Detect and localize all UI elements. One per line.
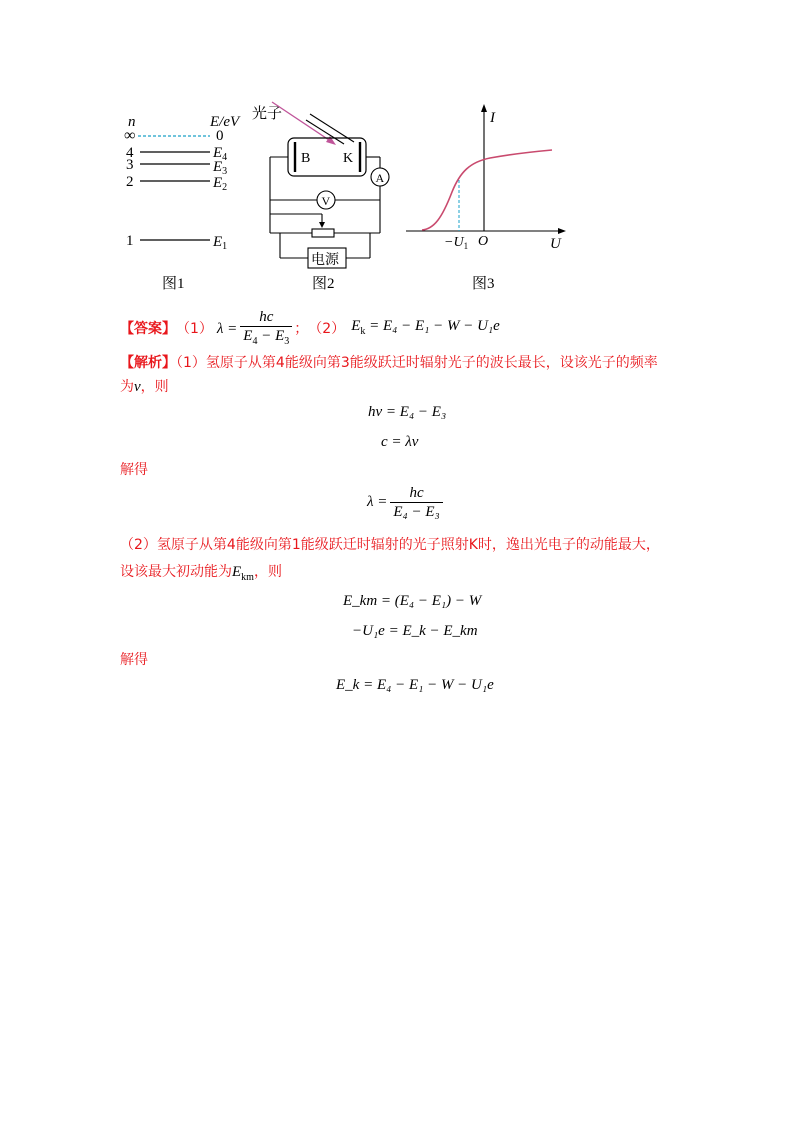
voltmeter-label: V bbox=[321, 194, 331, 208]
analysis-text-2c: ，则 bbox=[253, 564, 282, 580]
fig1-level-1-n: 1 bbox=[126, 233, 134, 249]
u1-label: $-U_1$ bbox=[444, 235, 469, 251]
analysis-text-1c: ，则 bbox=[140, 379, 169, 395]
answer-ek: $E_k = E_4 - E_1 - W - U_1e$ bbox=[351, 318, 500, 337]
fig1-level-4-e: $E_4$ bbox=[213, 145, 228, 163]
fig1-level-2-e: $E_2$ bbox=[213, 175, 228, 193]
analysis-tag: 【解析】 bbox=[120, 355, 176, 371]
analysis-line-3: （2）氢原子从第4能级向第1能级跃迁时辐射的光子照射K时，逸出光电子的动能最大， bbox=[120, 537, 660, 553]
equation-3-denominator: E₄ − E₃ bbox=[393, 504, 440, 520]
x-axis-label: U bbox=[550, 236, 561, 252]
fig1-level-inf-n: ∞ bbox=[124, 127, 136, 144]
analysis-text-1: （1）氢原子从第4能级向第3能级跃迁时辐射光子的波长最长，设该光子的频率 bbox=[176, 355, 658, 371]
figure-1-energy-levels bbox=[118, 108, 248, 298]
equation-5: −U₁e = E_k − E_km bbox=[352, 623, 478, 639]
plate-b-label: B bbox=[301, 151, 311, 166]
answer-line bbox=[120, 308, 680, 347]
slider-arrow-icon bbox=[319, 222, 325, 228]
fig1-level-3-e: $E_3$ bbox=[213, 159, 228, 177]
phototube bbox=[288, 138, 366, 176]
answer-tag: 【答案】 bbox=[120, 321, 176, 337]
analysis-text-1b: 为 bbox=[120, 379, 134, 395]
analysis-ekm: $E_{km}$ bbox=[232, 564, 254, 583]
solve-label-2: 解得 bbox=[120, 652, 148, 668]
equation-3 bbox=[367, 484, 443, 521]
answer-lambda: λ = bbox=[216, 321, 238, 337]
answer-fraction bbox=[240, 308, 292, 351]
fig2-photon-label: 光子 bbox=[252, 106, 283, 122]
equation-3-fraction bbox=[390, 484, 442, 521]
fig1-caption: 图1 bbox=[162, 276, 185, 292]
answer-fraction-numerator: hc bbox=[240, 308, 292, 327]
ammeter-label: A bbox=[375, 171, 385, 185]
y-axis-label: I bbox=[490, 110, 495, 126]
fig1-level-2-n: 2 bbox=[126, 174, 134, 190]
fig1-level-1-e: $E_1$ bbox=[213, 234, 228, 252]
fig1-level-inf-e: 0 bbox=[216, 128, 224, 144]
solve-label-1: 解得 bbox=[120, 462, 148, 478]
analysis-nu: ν bbox=[134, 379, 141, 395]
analysis-line-1 bbox=[120, 353, 690, 373]
equation-3-lhs: λ = bbox=[367, 494, 388, 510]
figure-2-circuit bbox=[250, 100, 400, 298]
fig1-e-label: E/eV bbox=[210, 114, 240, 130]
rheostat bbox=[312, 229, 334, 237]
analysis-line-2 bbox=[120, 377, 169, 397]
iu-curve bbox=[422, 150, 552, 230]
x-axis-arrow-icon bbox=[558, 228, 566, 234]
fig2-caption: 图2 bbox=[312, 276, 335, 292]
fig1-level-4-n: 4 bbox=[126, 145, 134, 161]
origin-label: O bbox=[478, 234, 489, 249]
equation-4: E_km = (E₄ − E₁) − W bbox=[343, 593, 482, 609]
answer-part-1-label: （1） bbox=[176, 321, 213, 337]
analysis-line-4 bbox=[120, 562, 282, 588]
answer-part-2-label: （2） bbox=[308, 321, 346, 337]
equation-2: c = λν bbox=[381, 434, 419, 450]
equation-1: hν = E₄ − E₃ bbox=[368, 404, 447, 420]
fig1-level-3-n: 3 bbox=[126, 157, 134, 173]
fig1-n-label: n bbox=[128, 114, 136, 130]
equation-3-numerator: hc bbox=[390, 484, 442, 503]
answer-fraction-denominator: $E_4 - E_3$ bbox=[243, 327, 290, 347]
y-axis-arrow-icon bbox=[481, 104, 487, 112]
power-source-label: 电源 bbox=[311, 253, 339, 268]
equation-6: E_k = E₄ − E₁ − W − U₁e bbox=[336, 677, 494, 693]
analysis-text-2b: 设该最大初动能为 bbox=[120, 564, 232, 580]
fig3-caption: 图3 bbox=[472, 276, 495, 292]
answer-separator: ； bbox=[294, 321, 309, 337]
plate-k-label: K bbox=[343, 151, 354, 166]
figure-3-iu-curve bbox=[400, 100, 575, 298]
